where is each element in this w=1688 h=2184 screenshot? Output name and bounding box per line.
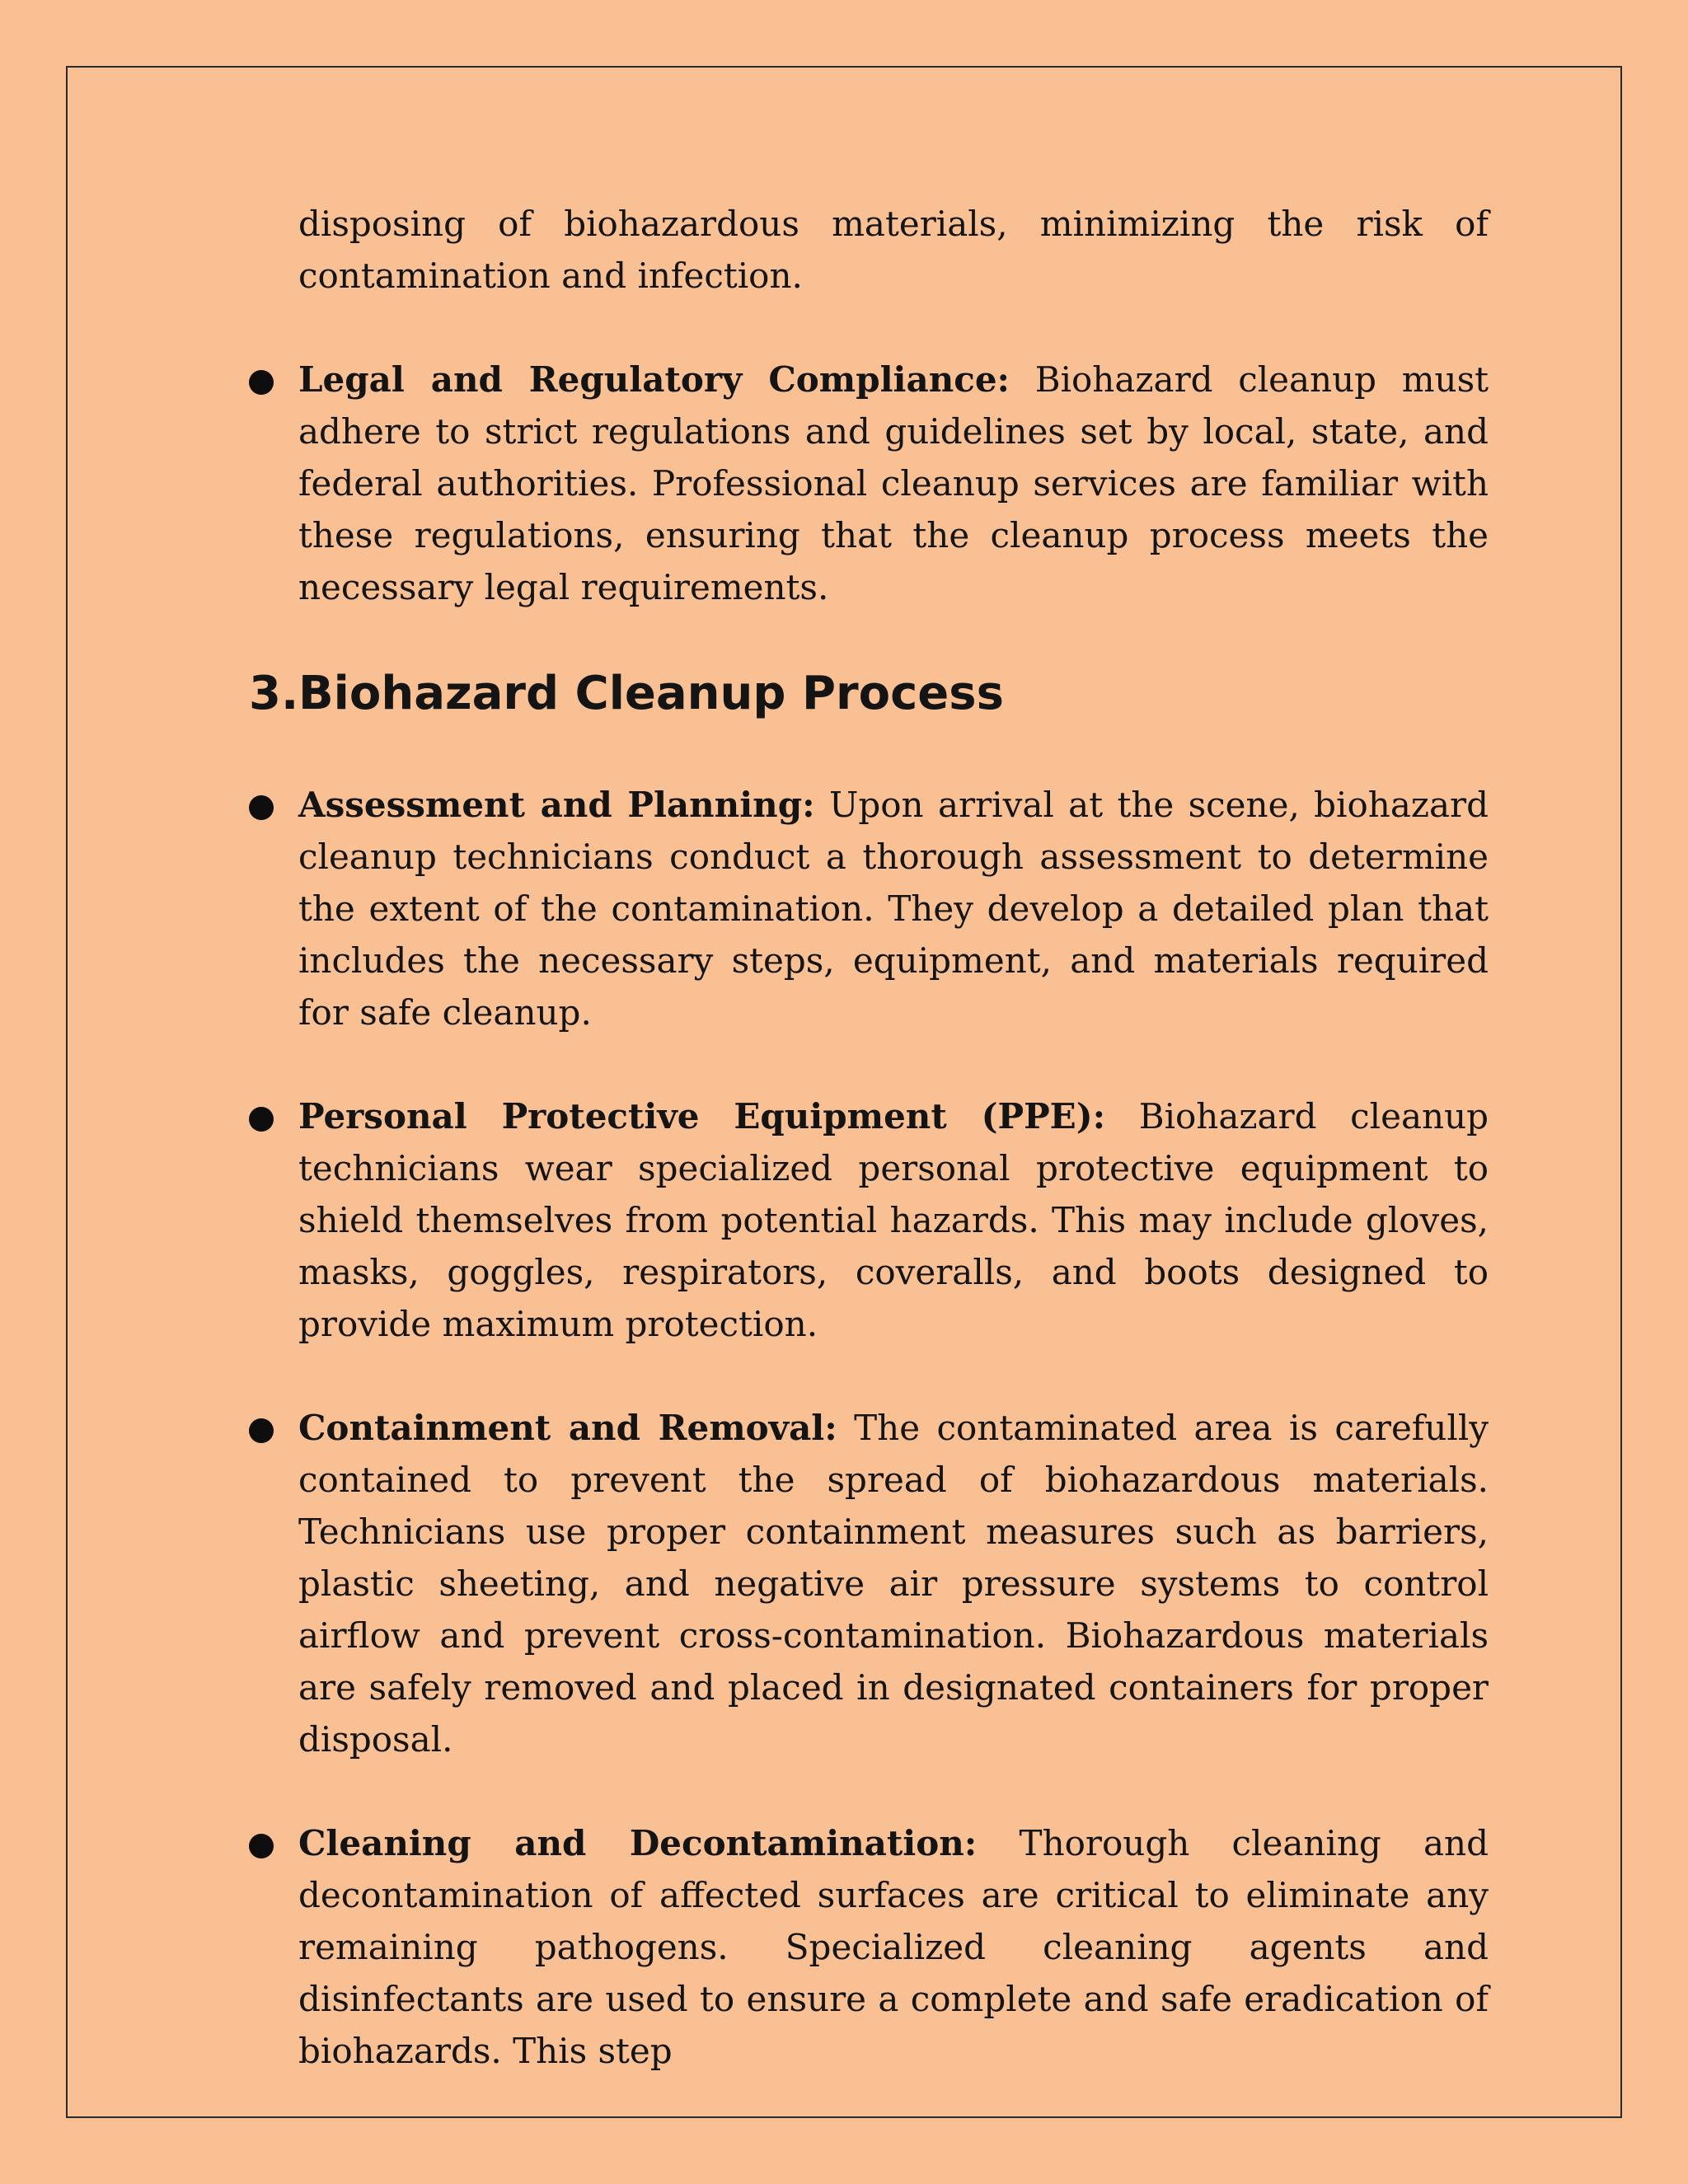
bullet-lead: Personal Protective Equipment (PPE): (298, 1096, 1106, 1137)
bullet-item-cleaning (249, 1817, 1489, 2077)
bullet-icon (249, 370, 274, 395)
bullet-item-assessment (249, 779, 1489, 1038)
paragraph-text: disposing of biohazardous materials, minimizing the risk of contamination and infection. (298, 204, 1489, 296)
continued-paragraph (249, 198, 1489, 302)
bullet-item-legal-compliance (249, 354, 1489, 613)
bullet-icon (249, 1107, 274, 1132)
bullet-text: Biohazard cleanup technicians wear specialized personal protective equipment to shield themselves from potential hazards. This may include gloves, masks, goggles, respirators, coveralls, and boots designed to provide maximum protection. (298, 1096, 1489, 1344)
bullet-lead: Legal and Regulatory Compliance: (298, 359, 1010, 400)
bullet-item-containment (249, 1402, 1489, 1765)
section-number: 3. (249, 667, 299, 720)
bullet-lead: Assessment and Planning: (298, 785, 815, 825)
bullet-lead: Containment and Removal: (298, 1408, 837, 1448)
bullet-text: The contaminated area is carefully contained to prevent the spread of biohazardous materials. Technicians use proper containment measures such as barriers, plastic sheeting, and negative air pressure systems to control airflow and prevent cross-contamination. Biohazardous materials are safely removed and placed in designated containers for proper disposal. (298, 1408, 1489, 1760)
bullet-text: Thorough cleaning and decontamination of affected surfaces are critical to eliminate any remaining pathogens. Specialized cleaning agents and disinfectants are used to ensure a complete and safe eradication of biohazards. This step (298, 1823, 1489, 2071)
bullet-lead: Cleaning and Decontamination: (298, 1823, 978, 1863)
section-title: Biohazard Cleanup Process (298, 667, 1004, 720)
bullet-item-ppe (249, 1090, 1489, 1350)
document-body (249, 198, 1489, 2129)
bullet-icon (249, 1418, 274, 1443)
bullet-text: Biohazard cleanup must adhere to strict regulations and guidelines set by local, state, and federal authorities. Professional cleanup services are familiar with these regulations, ensuring that the cleanup process meets the necessary legal requirements. (298, 359, 1489, 607)
bullet-icon (249, 795, 274, 820)
section-heading (249, 665, 1489, 723)
bullet-icon (249, 1834, 274, 1858)
bullet-text: Upon arrival at the scene, biohazard cleanup technicians conduct a thorough assessment to determine the extent of the contamination. They develop a detailed plan that includes the necessary steps, equipment, and materials required for safe cleanup. (298, 785, 1489, 1033)
